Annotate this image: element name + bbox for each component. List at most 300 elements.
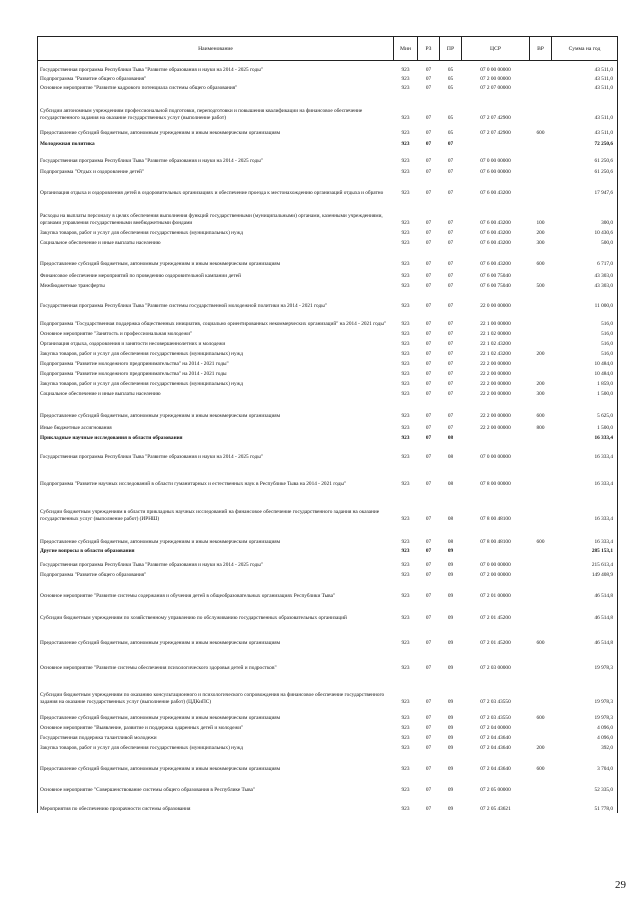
cell-vr	[530, 61, 552, 74]
cell-min: 923	[401, 219, 410, 226]
cell-csr: 07 2 03 43550	[480, 714, 511, 721]
cell-min: 923	[401, 157, 410, 164]
cell-sum: 1 500,0	[552, 388, 618, 398]
cell-min: 923	[401, 480, 410, 487]
cell-pr: 09	[447, 805, 454, 812]
cell-min: 923	[401, 664, 410, 671]
cell-vr: 600	[536, 765, 545, 772]
header-rz: РЗ	[418, 37, 440, 61]
budget-table	[37, 36, 618, 813]
cell-csr: 22 0 00 00000	[480, 302, 511, 309]
cell-name: Субсидии бюджетным учреждениям по оказанию консультационного и психологического сопровождения на финансовое обеспечение государственного задания на оказание государственных услуг (выполнение работ) (ЦДКиПС)	[40, 691, 385, 705]
cell-pr: 09	[447, 744, 454, 751]
cell-name: Государственная программа Республики Тыва "Развитие образования и науки на 2014 - 2025 годы"	[40, 453, 263, 460]
cell-pr: 05	[447, 75, 454, 82]
cell-sum: 16 333,4	[552, 442, 618, 461]
table-row	[38, 398, 618, 420]
cell-vr: 600	[536, 639, 545, 646]
cell-min: 923	[401, 380, 410, 387]
table-row	[38, 176, 618, 197]
cell-csr: 07 6 00 75040	[480, 272, 511, 279]
page-number: 29	[615, 879, 626, 891]
table-row	[38, 647, 618, 672]
cell-rz: 07	[425, 434, 432, 441]
cell-name: Основное мероприятие "Развитие системы обеспечения психологического здоровья детей и подростков"	[40, 664, 277, 671]
cell-vr	[530, 358, 552, 368]
cell-rz: 07	[425, 453, 432, 460]
cell-pr: 09	[447, 714, 454, 721]
cell-rz: 07	[425, 350, 432, 357]
cell-name: Подпрограмма "Развитие общего образования"	[40, 75, 147, 82]
cell-name: Подпрограмма "Развитие научных исследований в области гуманитарных и естественных наук в Республике Тыва на 2014 - 2021 годы"	[40, 480, 347, 487]
cell-vr: 500	[536, 282, 545, 289]
cell-vr	[530, 569, 552, 579]
table-row	[38, 328, 618, 338]
cell-pr: 09	[447, 639, 454, 646]
cell-pr: 07	[447, 350, 454, 357]
table-row	[38, 706, 618, 722]
cell-name: Субсидии автономным учреждениям профессиональной подготовки, переподготовки и повышения квалификации на финансовое обеспечение государственного задания на оказание государственных услуг (выполнение работ)	[40, 107, 363, 121]
cell-name: Подпрограмма "Развитие молодежного предпринимательства" на 2014 - 2021 годы	[40, 370, 227, 377]
cell-sum: 19 978,3	[552, 706, 618, 722]
table-row	[38, 742, 618, 752]
cell-csr: 07 6 00 43200	[480, 239, 511, 246]
cell-pr: 07	[447, 219, 454, 226]
cell-name: Другие вопросы в области образования	[40, 547, 135, 554]
cell-name: Социальное обеспечение и иные выплаты населению	[40, 390, 161, 397]
cell-rz: 07	[425, 239, 432, 246]
cell-csr: 22 2 00 00000	[480, 380, 511, 387]
cell-name: Предоставление субсидий бюджетным, автономным учреждениям и иным некоммерческим организациям	[40, 639, 281, 646]
header-vr: ВР	[530, 37, 552, 61]
cell-min: 923	[401, 330, 410, 337]
cell-csr: 07 2 05 00000	[480, 786, 511, 793]
cell-csr	[462, 137, 530, 148]
cell-sum: 16 333,4	[552, 523, 618, 546]
cell-sum: 215 613,4	[552, 555, 618, 569]
table-row	[38, 83, 618, 92]
cell-sum: 17 947,6	[552, 176, 618, 197]
cell-min: 923	[401, 592, 410, 599]
header-csr: ЦСР	[462, 37, 530, 61]
cell-rz: 07	[425, 664, 432, 671]
cell-pr: 07	[447, 282, 454, 289]
cell-csr: 22 1 00 00000	[480, 320, 511, 327]
cell-csr: 07 6 00 00000	[480, 168, 511, 175]
cell-min: 923	[401, 453, 410, 460]
cell-vr	[530, 461, 552, 488]
cell-name: Предоставление субсидий бюджетным, автономным учреждениям и иным некоммерческим организациям	[40, 765, 281, 772]
cell-pr: 07	[447, 302, 454, 309]
cell-csr: 07 6 00 43200	[480, 189, 511, 196]
cell-csr: 07 2 05 43621	[480, 805, 511, 812]
cell-sum: 10 484,0	[552, 358, 618, 368]
table-row	[38, 752, 618, 773]
table-row	[38, 237, 618, 247]
cell-min: 923	[401, 734, 410, 741]
cell-csr	[462, 432, 530, 442]
cell-name: Закупка товаров, работ и услуг для обеспечения государственных (муниципальных) нужд	[40, 380, 243, 387]
cell-rz: 07	[425, 538, 432, 545]
cell-csr: 07 2 01 45200	[480, 614, 511, 621]
cell-vr	[530, 773, 552, 794]
cell-sum: 61 250,6	[552, 165, 618, 176]
cell-pr: 08	[447, 538, 454, 545]
cell-csr: 07 6 00 43200	[480, 260, 511, 267]
table-header-row	[38, 37, 618, 61]
cell-pr: 07	[447, 320, 454, 327]
cell-pr: 07	[447, 340, 454, 347]
cell-csr: 07 2 00 00000	[480, 75, 511, 82]
cell-min: 923	[401, 547, 410, 554]
cell-min: 923	[401, 260, 410, 267]
cell-csr: 07 2 04 00000	[480, 724, 511, 731]
cell-csr: 07 2 07 42900	[480, 129, 511, 136]
cell-min: 923	[401, 75, 410, 82]
cell-sum: 43 303,0	[552, 268, 618, 280]
cell-min: 923	[401, 714, 410, 721]
cell-name: Подпрограмма "Отдых и оздоровление детей"	[40, 168, 145, 175]
cell-vr	[530, 74, 552, 83]
cell-vr	[530, 83, 552, 92]
cell-pr: 07	[447, 260, 454, 267]
table-row	[38, 61, 618, 74]
cell-csr	[462, 546, 530, 555]
cell-name: Подпрограмма "Развитие молодежного предпринимательства" на 2014 - 2021 годы"	[40, 360, 229, 367]
cell-sum: 43 511,0	[552, 122, 618, 137]
cell-min: 923	[401, 229, 410, 236]
cell-min: 923	[401, 515, 410, 522]
cell-csr: 07 8 00 48100	[480, 515, 511, 522]
cell-rz: 07	[425, 320, 432, 327]
table-row	[38, 732, 618, 742]
cell-csr: 22 2 00 00000	[480, 370, 511, 377]
cell-vr: 300	[536, 390, 545, 397]
cell-name: Молодежная политика	[40, 140, 95, 147]
cell-rz: 07	[425, 380, 432, 387]
cell-name: Мероприятия по обеспечению прозрачности системы образования	[40, 805, 191, 812]
cell-min: 923	[401, 114, 410, 121]
cell-csr: 07 2 07 00000	[480, 84, 511, 91]
cell-name: Подпрограмма "Государственная поддержка общественных инициатив, социально ориентированных некоммерческих организаций" на 2014 - 2021 годы"	[40, 320, 387, 327]
cell-name: Предоставление субсидий бюджетным, автономным учреждениям и иным некоммерческим организациям	[40, 538, 281, 545]
cell-csr: 22 1 02 43200	[480, 340, 511, 347]
cell-sum: 516,0	[552, 310, 618, 328]
cell-vr: 200	[536, 229, 545, 236]
cell-name: Финансовое обеспечение мероприятий по проведению оздоровительной кампании детей	[40, 272, 241, 279]
cell-sum: 11 000,0	[552, 290, 618, 310]
cell-min: 923	[401, 84, 410, 91]
cell-name: Предоставление субсидий бюджетным, автономным учреждениям и иным некоммерческим организациям	[40, 129, 281, 136]
cell-rz: 07	[425, 370, 432, 377]
table-row	[38, 773, 618, 794]
cell-vr: 800	[536, 424, 545, 431]
cell-vr: 600	[536, 538, 545, 545]
table-row	[38, 555, 618, 569]
cell-vr	[530, 672, 552, 706]
cell-name: Подпрограмма "Развитие общего образования"	[40, 571, 147, 578]
cell-rz: 07	[425, 272, 432, 279]
cell-pr: 07	[447, 360, 454, 367]
cell-rz: 07	[425, 561, 432, 568]
cell-pr: 07	[447, 370, 454, 377]
cell-sum: 43 511,0	[552, 92, 618, 122]
cell-sum: 4 096,0	[552, 732, 618, 742]
cell-pr: 07	[447, 239, 454, 246]
table-row	[38, 488, 618, 523]
cell-vr	[530, 176, 552, 197]
table-row	[38, 122, 618, 137]
cell-sum: 516,0	[552, 328, 618, 338]
cell-rz: 07	[425, 260, 432, 267]
cell-rz: 07	[425, 330, 432, 337]
cell-rz: 07	[425, 157, 432, 164]
cell-min: 923	[401, 239, 410, 246]
cell-csr: 07 2 04 43640	[480, 765, 511, 772]
cell-pr: 08	[447, 434, 454, 441]
table-body	[38, 61, 618, 813]
cell-sum: 300,0	[552, 197, 618, 227]
cell-csr: 07 2 01 45200	[480, 639, 511, 646]
cell-vr	[530, 338, 552, 348]
cell-vr: 200	[536, 350, 545, 357]
table-row	[38, 268, 618, 280]
cell-sum: 43 511,0	[552, 74, 618, 83]
cell-vr	[530, 328, 552, 338]
cell-name: Основное мероприятие "Совершенствование системы общего образования в Республике Тыва"	[40, 786, 256, 793]
cell-vr	[530, 165, 552, 176]
cell-rz: 07	[425, 390, 432, 397]
cell-csr: 07 2 04 43640	[480, 734, 511, 741]
cell-vr	[530, 579, 552, 600]
table-row	[38, 461, 618, 488]
table-row	[38, 388, 618, 398]
cell-pr: 05	[447, 129, 454, 136]
cell-rz: 07	[425, 547, 432, 554]
cell-pr: 07	[447, 390, 454, 397]
cell-pr: 09	[447, 547, 454, 554]
cell-csr: 07 8 00 48100	[480, 538, 511, 545]
cell-csr: 07 6 00 43200	[480, 229, 511, 236]
table-row	[38, 358, 618, 368]
table-row	[38, 368, 618, 378]
cell-rz: 07	[425, 219, 432, 226]
cell-vr	[530, 794, 552, 813]
table-row	[38, 338, 618, 348]
cell-min: 923	[401, 282, 410, 289]
cell-min: 923	[401, 189, 410, 196]
cell-sum: 1 859,0	[552, 378, 618, 388]
table-row	[38, 794, 618, 813]
header-name: Наименование	[38, 37, 394, 61]
cell-pr: 05	[447, 66, 454, 73]
cell-sum: 285 153,1	[552, 546, 618, 555]
cell-vr	[530, 546, 552, 555]
cell-sum: 61 250,6	[552, 148, 618, 165]
cell-csr: 22 2 00 00000	[480, 390, 511, 397]
cell-csr: 07 0 00 00000	[480, 453, 511, 460]
cell-csr: 07 2 03 00000	[480, 664, 511, 671]
cell-pr: 09	[447, 786, 454, 793]
cell-rz: 07	[425, 805, 432, 812]
cell-name: Закупка товаров, работ и услуг для обеспечения государственных (муниципальных) нужд	[40, 744, 243, 751]
cell-csr: 22 1 02 43200	[480, 350, 511, 357]
cell-name: Основное мероприятие "Развитие системы содержания и обучения детей в общеобразовательных организациях Республики Тыва"	[40, 592, 336, 599]
table-row	[38, 197, 618, 227]
cell-rz: 07	[425, 360, 432, 367]
cell-pr: 08	[447, 515, 454, 522]
cell-sum: 16 333,4	[552, 461, 618, 488]
cell-csr: 22 1 02 00000	[480, 330, 511, 337]
header-pr: ПР	[440, 37, 462, 61]
cell-name: Закупка товаров, работ и услуг для обеспечения государственных (муниципальных) нужд	[40, 229, 243, 236]
cell-pr: 08	[447, 453, 454, 460]
cell-csr: 07 0 00 00000	[480, 561, 511, 568]
cell-min: 923	[401, 698, 410, 705]
cell-csr: 22 2 00 00000	[480, 360, 511, 367]
cell-min: 923	[401, 538, 410, 545]
cell-pr: 05	[447, 84, 454, 91]
cell-name: Межбюджетные трансферты	[40, 282, 105, 289]
cell-sum: 3 704,0	[552, 752, 618, 773]
table-row	[38, 600, 618, 622]
cell-rz: 07	[425, 114, 432, 121]
cell-rz: 07	[425, 66, 432, 73]
table-row	[38, 523, 618, 546]
cell-min: 923	[401, 744, 410, 751]
cell-pr: 09	[447, 664, 454, 671]
cell-name: Социальное обеспечение и иные выплаты населению	[40, 239, 161, 246]
cell-rz: 07	[425, 724, 432, 731]
cell-min: 923	[401, 320, 410, 327]
header-sum: Сумма на год	[552, 37, 618, 61]
table-row	[38, 290, 618, 310]
cell-vr	[530, 290, 552, 310]
cell-pr: 08	[447, 480, 454, 487]
cell-name: Предоставление субсидий бюджетным, автономным учреждениям и иным некоммерческим организациям	[40, 260, 281, 267]
cell-vr	[530, 137, 552, 148]
cell-vr: 600	[536, 714, 545, 721]
cell-name: Государственная программа Республики Тыва "Развитие системы государственной молодежной политики на 2014 - 2021 годы"	[40, 302, 327, 309]
cell-pr: 07	[447, 412, 454, 419]
cell-name: Основное мероприятие "Развитие кадрового потенциала системы общего образования"	[40, 84, 238, 91]
cell-sum: 1 500,0	[552, 420, 618, 432]
table-row	[38, 74, 618, 83]
cell-csr: 07 2 03 43550	[480, 698, 511, 705]
cell-csr: 07 2 01 00000	[480, 592, 511, 599]
cell-min: 923	[401, 370, 410, 377]
cell-pr: 07	[447, 330, 454, 337]
cell-name: Субсидии бюджетным учреждениям в области прикладных научных исследований на финансовое обеспечение государственного задания на оказание государственных услуг (выполнение работ) (ИРНШ)	[40, 508, 380, 522]
cell-rz: 07	[425, 786, 432, 793]
table-row	[38, 280, 618, 290]
cell-sum: 46 514,8	[552, 579, 618, 600]
cell-sum: 4 096,0	[552, 722, 618, 732]
cell-vr: 200	[536, 744, 545, 751]
cell-rz: 07	[425, 734, 432, 741]
table-row	[38, 672, 618, 706]
cell-name: Основное мероприятие "Занятость и профессиональная молодежи"	[40, 330, 193, 337]
cell-pr: 07	[447, 272, 454, 279]
cell-min: 923	[401, 66, 410, 73]
cell-pr: 07	[447, 140, 454, 147]
cell-vr	[530, 600, 552, 622]
cell-pr: 09	[447, 614, 454, 621]
cell-name: Государственная поддержка талантливой молодежи	[40, 734, 157, 741]
cell-sum: 19 978,3	[552, 647, 618, 672]
cell-vr: 300	[536, 239, 545, 246]
cell-name: Субсидии бюджетным учреждениям по хозяйственному управлению по обслуживанию государственных образовательных организаций	[40, 614, 347, 621]
cell-sum: 10 484,0	[552, 368, 618, 378]
cell-sum: 52 335,0	[552, 773, 618, 794]
cell-vr	[530, 368, 552, 378]
cell-vr	[530, 722, 552, 732]
cell-rz: 07	[425, 302, 432, 309]
cell-rz: 07	[425, 129, 432, 136]
cell-sum: 72 250,6	[552, 137, 618, 148]
cell-min: 923	[401, 390, 410, 397]
cell-pr: 09	[447, 724, 454, 731]
table-row	[38, 378, 618, 388]
cell-csr: 07 2 00 00000	[480, 571, 511, 578]
cell-name: Предоставление субсидий бюджетным, автономным учреждениям и иным некоммерческим организациям	[40, 714, 281, 721]
cell-vr	[530, 310, 552, 328]
cell-sum: 46 514,8	[552, 622, 618, 647]
cell-rz: 07	[425, 189, 432, 196]
cell-pr: 09	[447, 592, 454, 599]
cell-vr	[530, 148, 552, 165]
cell-min: 923	[401, 614, 410, 621]
cell-name: Государственная программа Республики Тыва "Развитие образования и науки на 2014 - 2025 годы"	[40, 157, 263, 164]
cell-sum: 516,0	[552, 338, 618, 348]
cell-rz: 07	[425, 765, 432, 772]
table-row	[38, 622, 618, 647]
cell-name: Расходы на выплаты персоналу в целях обеспечения выполнения функций государственными (муниципальными) органами, казенными учреждениями, органами управления государственными внебюджетными фондами	[40, 212, 383, 226]
cell-vr: 600	[536, 412, 545, 419]
cell-pr: 09	[447, 571, 454, 578]
cell-csr: 07 0 00 00000	[480, 66, 511, 73]
cell-sum: 149 408,9	[552, 569, 618, 579]
cell-min: 923	[401, 302, 410, 309]
cell-sum: 6 717,0	[552, 247, 618, 268]
cell-min: 923	[401, 350, 410, 357]
cell-min: 923	[401, 571, 410, 578]
cell-vr	[530, 555, 552, 569]
table-row	[38, 148, 618, 165]
cell-rz: 07	[425, 424, 432, 431]
cell-min: 923	[401, 724, 410, 731]
table-row	[38, 137, 618, 148]
cell-sum: 16 333,4	[552, 432, 618, 442]
cell-rz: 07	[425, 571, 432, 578]
cell-rz: 07	[425, 340, 432, 347]
cell-vr	[530, 488, 552, 523]
cell-name: Организация отдыха, оздоровления и занятости несовершеннолетних и молодежи	[40, 340, 226, 347]
cell-csr: 07 6 00 43200	[480, 219, 511, 226]
cell-rz: 07	[425, 412, 432, 419]
cell-csr: 07 2 04 43640	[480, 744, 511, 751]
table-row	[38, 579, 618, 600]
cell-vr	[530, 92, 552, 122]
cell-name: Организация отдыха и оздоровления детей в оздоровительных организациях и обеспечение проезда к местонахождению организаций отдыха и обратно	[40, 189, 384, 196]
cell-sum: 5 625,0	[552, 398, 618, 420]
cell-rz: 07	[425, 592, 432, 599]
cell-pr: 09	[447, 734, 454, 741]
cell-pr: 07	[447, 229, 454, 236]
cell-sum: 43 303,0	[552, 280, 618, 290]
cell-pr: 07	[447, 157, 454, 164]
cell-sum: 500,0	[552, 237, 618, 247]
